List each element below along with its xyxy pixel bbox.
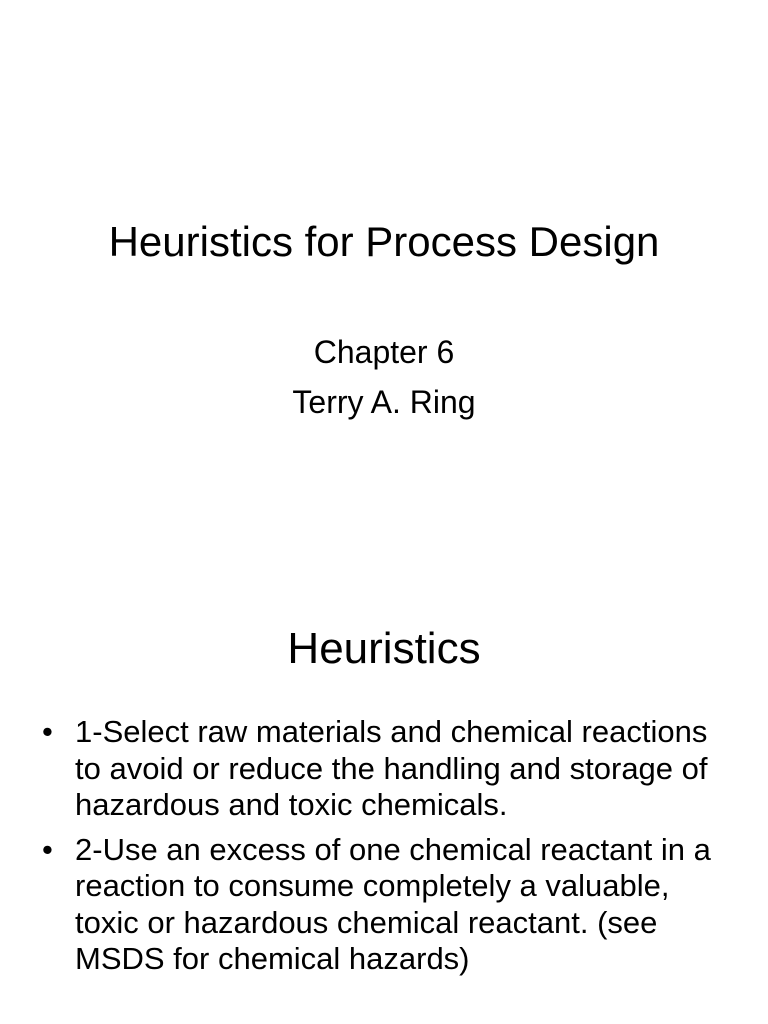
chapter-label: Chapter 6: [313, 334, 455, 370]
bullet-text: 1-Select raw materials and chemical reactions to avoid or reduce the handling and storage of hazardous and toxic chemicals.: [75, 714, 708, 822]
bullet-icon: •: [42, 831, 53, 867]
bullet-list: [0, 714, 768, 986]
slide-heuristics: [0, 576, 768, 1024]
bullet-item: [0, 832, 768, 978]
bullet-text: 2-Use an excess of one chemical reactant in a reaction to consume completely a valuable, toxic or hazardous chemical reactant. (see MSDS for chemical hazards): [75, 831, 711, 976]
author-name: Terry A. Ring: [292, 384, 476, 420]
slide-title: Heuristics for Process Design: [108, 218, 660, 265]
slide-heading: Heuristics: [287, 624, 481, 673]
bullet-item: [0, 714, 768, 824]
bullet-icon: •: [42, 714, 53, 749]
